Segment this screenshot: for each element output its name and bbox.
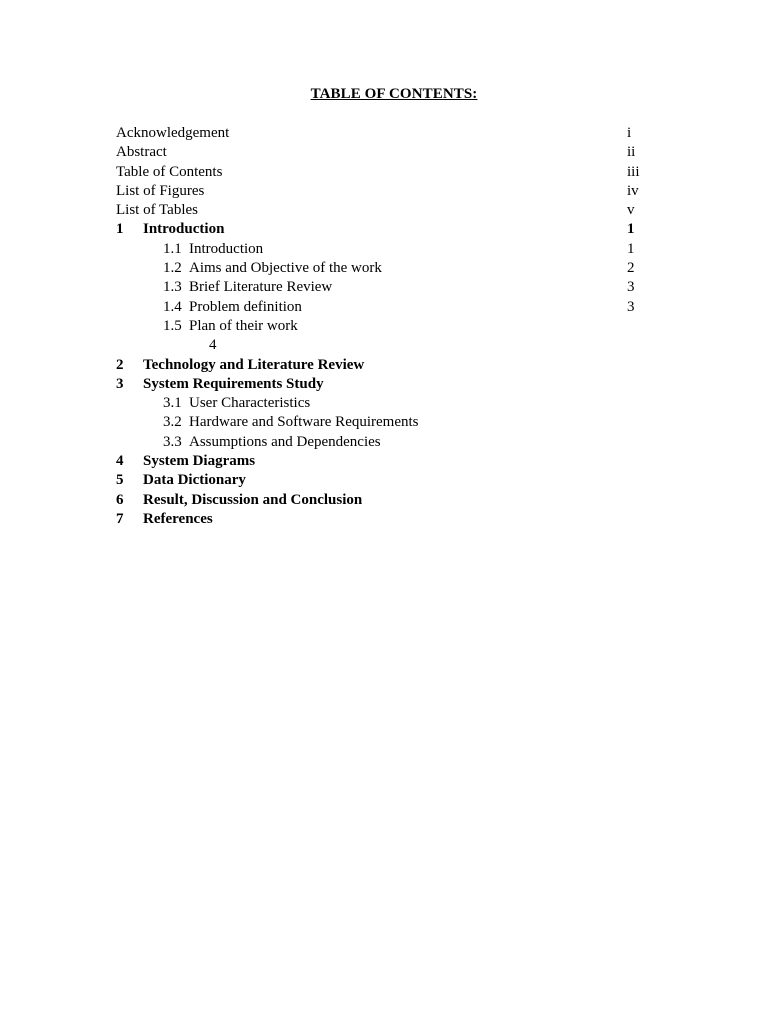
toc-section-label: Introduction [189, 240, 264, 257]
toc-section-label: User Characteristics [189, 395, 311, 412]
toc-entry-page: v [627, 202, 635, 219]
toc-chapter-number: 7 [116, 510, 124, 527]
toc-chapter-3[interactable] [116, 375, 646, 394]
toc-section-number: 3.2 [163, 414, 182, 431]
toc-chapter-number: 1 [116, 221, 124, 238]
toc-chapter-label: System Requirements Study [143, 375, 324, 392]
toc-section-number: 3.1 [163, 395, 182, 412]
toc-chapter-label: Technology and Literature Review [143, 356, 365, 373]
toc-chapter-label: Data Dictionary [143, 472, 246, 489]
toc-entry-label: Abstract [116, 144, 167, 161]
toc-section-1-5[interactable] [116, 317, 646, 336]
toc-section-3-2[interactable] [116, 413, 646, 432]
toc-section-1-2[interactable] [116, 259, 646, 278]
toc-chapter-label: Result, Discussion and Conclusion [143, 491, 363, 508]
toc-chapter-number: 4 [116, 453, 124, 470]
toc-chapter-6[interactable] [116, 491, 646, 510]
toc-entry-page: ii [627, 144, 636, 161]
toc-entry-list-of-figures[interactable] [116, 182, 646, 201]
toc-chapter-number: 3 [116, 375, 124, 392]
toc-section-label: Brief Literature Review [189, 279, 333, 296]
toc-chapter-4[interactable] [116, 452, 646, 471]
toc-chapter-5[interactable] [116, 471, 646, 490]
toc-section-label: Problem definition [189, 298, 302, 315]
toc-section-page: 4 [209, 337, 217, 354]
toc-list [116, 124, 646, 529]
toc-section-number: 1.4 [163, 298, 182, 315]
toc-section-label: Plan of their work [189, 317, 298, 334]
toc-chapter-2[interactable] [116, 356, 646, 375]
toc-chapter-label: References [143, 510, 213, 527]
toc-entry-list-of-tables[interactable] [116, 201, 646, 220]
toc-section-label: Assumptions and Dependencies [189, 433, 381, 450]
toc-entry-abstract[interactable] [116, 143, 646, 162]
toc-section-label: Aims and Objective of the work [189, 260, 382, 277]
toc-chapter-1[interactable] [116, 220, 646, 239]
toc-section-1-4[interactable] [116, 298, 646, 317]
toc-chapter-label: Introduction [143, 221, 225, 238]
toc-entry-page: iii [627, 163, 640, 180]
toc-chapter-label: System Diagrams [143, 453, 256, 470]
toc-section-number: 1.5 [163, 317, 182, 334]
toc-section-number: 1.1 [163, 240, 182, 257]
toc-section-number: 1.3 [163, 279, 182, 296]
toc-section-page: 2 [627, 260, 635, 277]
toc-entry-label: Table of Contents [116, 163, 223, 180]
toc-section-3-1[interactable] [116, 394, 646, 413]
toc-section-label: Hardware and Software Requirements [189, 414, 419, 431]
toc-section-1-5-page-line [116, 336, 646, 355]
toc-section-number: 1.2 [163, 260, 182, 277]
toc-chapter-page: 1 [627, 221, 635, 238]
toc-section-page: 1 [627, 240, 635, 257]
toc-chapter-7[interactable] [116, 510, 646, 529]
toc-entry-page: i [627, 125, 632, 141]
toc-section-1-1[interactable] [116, 240, 646, 259]
toc-section-number: 3.3 [163, 433, 182, 450]
toc-chapter-number: 2 [116, 356, 124, 373]
toc-entry-table-of-contents[interactable] [116, 163, 646, 182]
toc-entry-acknowledgement[interactable] [116, 124, 646, 143]
toc-entry-label: Acknowledgement [116, 125, 230, 141]
toc-entry-label: List of Figures [116, 182, 205, 199]
toc-chapter-number: 5 [116, 472, 124, 489]
toc-section-3-3[interactable] [116, 433, 646, 452]
toc-section-1-3[interactable] [116, 278, 646, 297]
toc-chapter-number: 6 [116, 491, 124, 508]
toc-section-page: 3 [627, 279, 635, 296]
toc-entry-label: List of Tables [116, 202, 198, 219]
toc-entry-page: iv [627, 182, 639, 199]
toc-section-page: 3 [627, 298, 635, 315]
toc-title: TABLE OF CONTENTS: [310, 86, 478, 102]
